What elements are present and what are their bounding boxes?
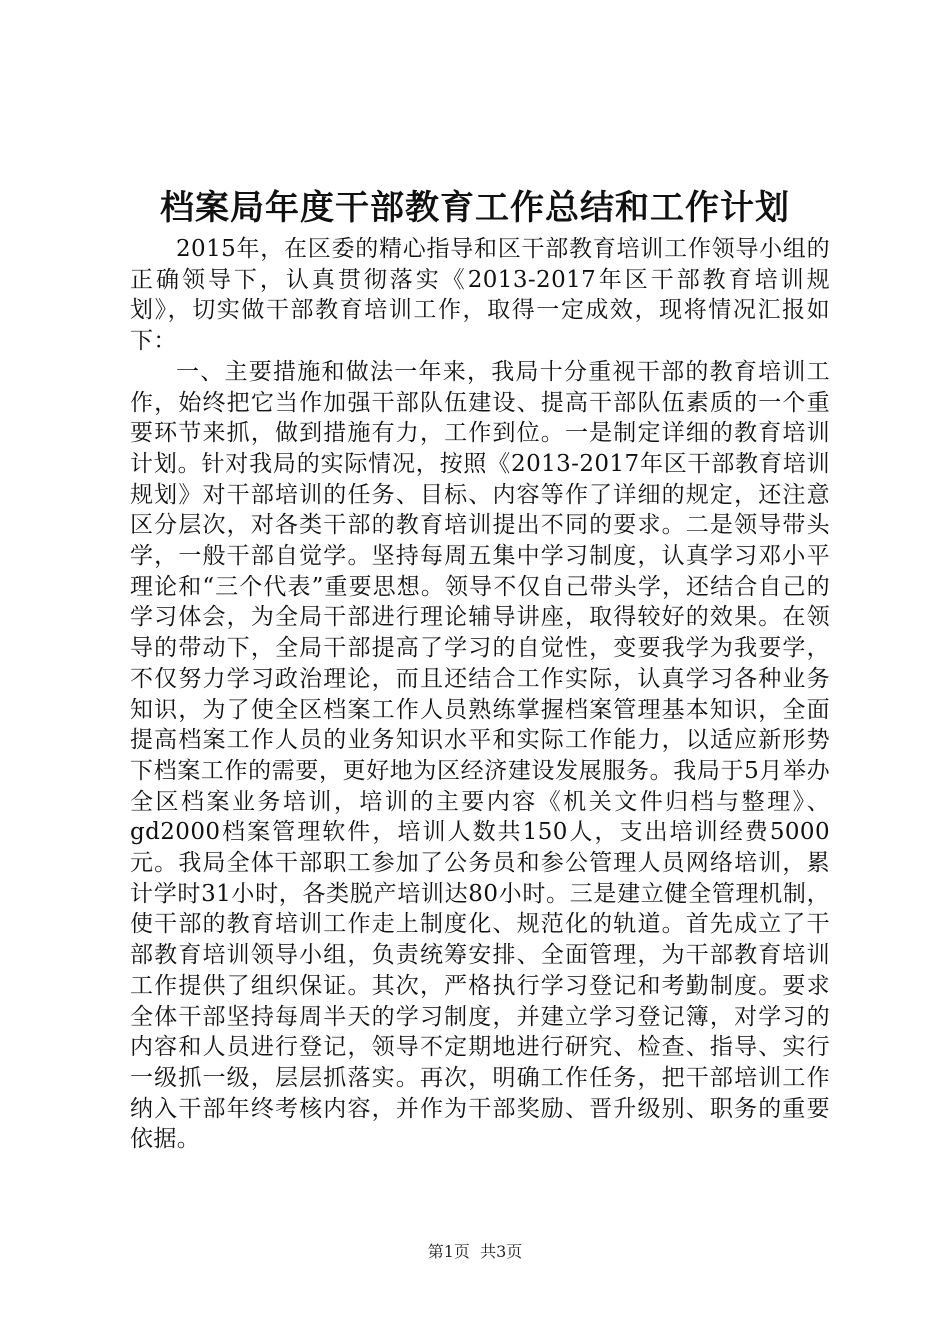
- measures-paragraph: 一、主要措施和做法一年来，我局十分重视干部的教育培训工作，始终把它当作加强干部队伍建设、提高干部队伍素质的一个重要环节来抓，做到措施有力，工作到位。一是制定详细的教育培训计划。针对我局的实际情况，按照《2013-2017年区干部教育培训规划》对干部培训的任务、目标、内容等作了详细的规定，还注意区分层次，对各类干部的教育培训提出不同的要求。二是领导带头学，一般干部自觉学。坚持每周五集中学习制度，认真学习邓小平理论和“三个代表”重要思想。领导不仅自己带头学，还结合自己的学习体会，为全局干部进行理论辅导讲座，取得较好的效果。在领导的带动下，全局干部提高了学习的自觉性，变要我学为我要学，不仅努力学习政治理论，而且还结合工作实际，认真学习各种业务知识，为了使全区档案工作人员熟练掌握档案管理基本知识，全面提高档案工作人员的业务知识水平和实际工作能力，以适应新形势下档案工作的需要，更好地为区经济建设发展服务。我局于5月举办全区档案业务培训，培训的主要内容《机关文件归档与整理》、gd2000档案管理软件，培训人数共150人，支出培训经费5000元。我局全体干部职工参加了公务员和参公管理人员网络培训，累计学时31小时，各类脱产培训达80小时。三是建立健全管理机制，使干部的教育培训工作走上制度化、规范化的轨道。首先成立了干部教育培训领导小组，负责统筹安排、全面管理，为干部教育培训工作提供了组织保证。其次，严格执行学习登记和考勤制度。要求全体干部坚持每周半天的学习制度，并建立学习登记簿，对学习的内容和人员进行登记，领导不定期地进行研究、检查、指导、实行一级抓一级，层层抓落实。再次，明确工作任务，把干部培训工作纳入干部年终考核内容，并作为干部奖励、晋升级别、职务的重要依据。: [130, 358, 830, 1153]
- document-title: 档案局年度干部教育工作总结和工作计划: [160, 188, 790, 228]
- intro-paragraph: 2015年，在区委的精心指导和区干部教育培训工作领导小组的正确领导下，认真贯彻落实《2013-2017年区干部教育培训规划》，切实做干部教育培训工作，取得一定成效，现将情况汇报如下：: [130, 236, 830, 355]
- footer-separator: [470, 1242, 480, 1261]
- current-page-label: 第1页: [427, 1242, 470, 1261]
- document-body: [130, 234, 830, 1155]
- page-footer: [0, 1240, 950, 1264]
- total-pages-label: 共3页: [480, 1242, 523, 1261]
